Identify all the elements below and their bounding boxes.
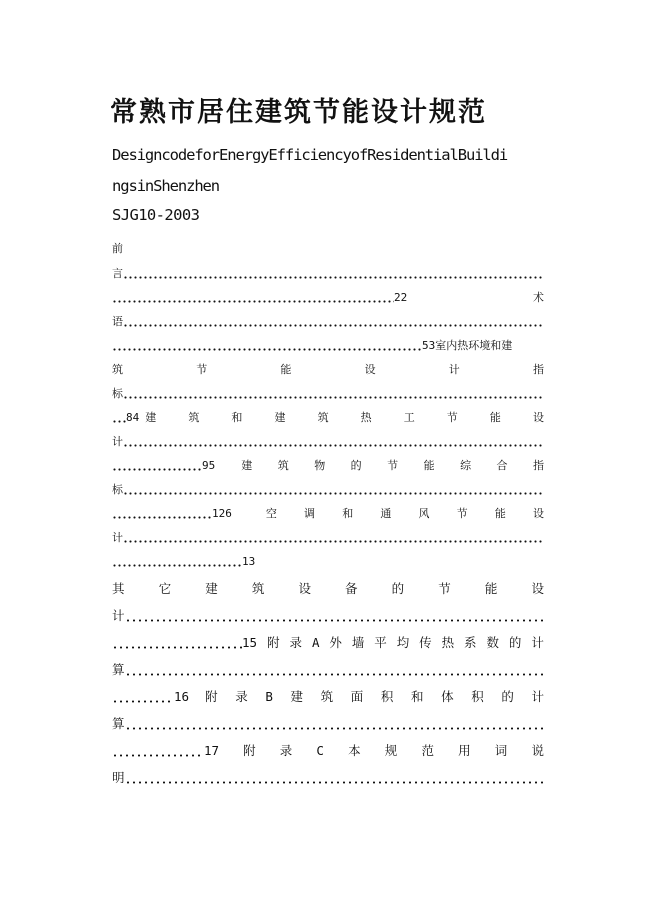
toc-char: 体 — [441, 689, 454, 704]
toc-char: B — [265, 689, 273, 704]
toc-line — [112, 687, 544, 707]
toc-char: 范 — [421, 743, 434, 758]
toc-char: 设 — [364, 363, 376, 376]
toc-spread-text — [205, 687, 544, 707]
toc-line — [112, 240, 544, 258]
toc-char: 系 — [464, 635, 477, 650]
leader-dots — [112, 420, 126, 423]
toc-page-number: 53 — [422, 339, 436, 352]
leader-dots — [112, 348, 422, 351]
leader-dots — [125, 673, 544, 676]
leader-dots — [125, 619, 544, 622]
toc-char: 能 — [280, 363, 292, 376]
toc-char: 设 — [532, 411, 544, 424]
toc-char: 和 — [231, 411, 243, 424]
toc-char: 设 — [532, 507, 544, 520]
toc-char: 词 — [494, 743, 508, 758]
toc-page-number: 15 — [242, 635, 258, 650]
toc-char: 设 — [531, 581, 544, 596]
toc-char: 外 — [329, 635, 342, 650]
toc-char: 设 — [298, 581, 311, 596]
toc-text: 标 — [112, 483, 123, 496]
toc-char: 合 — [496, 459, 508, 472]
toc-char: 的 — [501, 689, 514, 704]
toc-char: 和 — [410, 689, 424, 704]
toc-char: 通 — [380, 507, 392, 520]
toc-char: 传 — [419, 635, 432, 650]
toc-spread-text — [112, 579, 544, 599]
toc-char: 建 — [145, 411, 157, 424]
leader-dots — [123, 492, 544, 495]
toc-char: 录 — [289, 635, 303, 650]
toc-page-number: 126 — [212, 507, 232, 520]
toc-char: 的 — [508, 635, 522, 650]
leader-dots — [125, 781, 544, 784]
toc-char: 的 — [391, 581, 405, 596]
toc-char: 调 — [304, 507, 316, 520]
toc-char: C — [316, 743, 324, 758]
toc-char: 指 — [532, 363, 544, 376]
toc-char: 能 — [484, 581, 498, 596]
toc-text: 标 — [112, 387, 123, 400]
toc-line — [112, 553, 544, 571]
toc-spread-text — [266, 505, 544, 523]
toc-char: 物 — [314, 459, 326, 472]
toc-line — [112, 579, 544, 599]
toc-char: 它 — [158, 581, 172, 596]
toc-char: 均 — [396, 635, 410, 650]
toc-text: 计 — [112, 531, 123, 544]
toc-line — [112, 660, 544, 680]
toc-char: 录 — [279, 743, 293, 758]
toc-line — [112, 633, 544, 653]
toc-char: 用 — [458, 743, 471, 758]
toc-char: 指 — [533, 459, 544, 472]
standard-code: SJG10-2003 — [112, 206, 200, 224]
leader-dots — [112, 700, 174, 703]
toc-page-number: 84 — [126, 411, 140, 424]
toc-line — [112, 433, 544, 451]
leader-dots — [123, 540, 544, 543]
leader-dots — [123, 276, 544, 279]
toc-text: 前 — [112, 242, 123, 255]
leader-dots — [123, 444, 544, 447]
toc-line — [112, 361, 544, 379]
toc-text: 语 — [112, 315, 123, 328]
toc-text: 计 — [112, 608, 125, 623]
toc-char: 建 — [274, 411, 286, 424]
toc-char: 附 — [205, 689, 218, 704]
toc-char: 计 — [531, 689, 544, 704]
toc-spread-text — [241, 457, 544, 475]
toc-char: 建 — [205, 581, 218, 596]
toc-char: 计 — [448, 363, 460, 376]
toc-line — [112, 409, 544, 427]
toc-char: 热 — [360, 411, 372, 424]
toc-char: 空 — [265, 507, 277, 520]
leader-dots — [112, 516, 212, 519]
toc-char: 的 — [350, 459, 362, 472]
toc-line — [112, 457, 544, 475]
toc-char: 节 — [446, 411, 458, 424]
leader-dots — [112, 754, 204, 757]
toc-char: 能 — [423, 459, 435, 472]
toc-char: 建 — [290, 689, 303, 704]
toc-char: 积 — [471, 689, 484, 704]
toc-line — [112, 385, 544, 403]
toc-line — [112, 529, 544, 547]
document-title: 常熟市居住建筑节能设计规范 — [110, 97, 487, 128]
toc-page-number: 16 — [174, 689, 190, 704]
toc-line — [112, 606, 544, 626]
toc-char: 节 — [196, 363, 208, 376]
toc-line — [112, 313, 544, 331]
english-title-line-2: ngsinShenzhen — [112, 177, 220, 195]
toc-line — [112, 505, 544, 523]
toc-char: 风 — [418, 507, 430, 520]
english-title-line-1: DesigncodeforEnergyEfficiencyofResidentialBuildi — [112, 146, 508, 164]
toc-spread-text — [267, 633, 544, 653]
toc-line — [112, 741, 544, 761]
toc-char: 面 — [350, 689, 364, 704]
toc-char: 计 — [531, 635, 544, 650]
toc-spread-text — [243, 741, 544, 761]
toc-char: 筑 — [188, 411, 200, 424]
toc-spread-text — [112, 361, 544, 379]
leader-dots — [112, 468, 202, 471]
leader-dots — [112, 646, 242, 649]
toc-char: 筑 — [317, 411, 329, 424]
toc-line — [112, 714, 544, 734]
leader-dots — [123, 324, 544, 327]
toc-char: 规 — [384, 743, 398, 758]
toc-char: 附 — [267, 635, 280, 650]
toc-char: 工 — [403, 411, 415, 424]
toc-char: 录 — [235, 689, 248, 704]
toc-line — [112, 768, 544, 788]
toc-char: 本 — [348, 743, 361, 758]
toc-text: 明 — [112, 770, 125, 785]
toc-spread-text — [145, 409, 544, 427]
toc-line — [112, 481, 544, 499]
toc-char: 筑 — [277, 459, 289, 472]
toc-text: 算 — [112, 716, 125, 731]
toc-text: 室内热环境和建 — [435, 339, 513, 352]
toc-page-number: 13 — [242, 555, 256, 568]
toc-char: 筑 — [251, 581, 265, 596]
toc-char: 建 — [241, 459, 253, 472]
toc-char: 积 — [380, 689, 394, 704]
toc-char: 墙 — [351, 635, 365, 650]
leader-dots — [125, 727, 544, 730]
toc-page-number: 17 — [204, 743, 220, 758]
toc-char: 筑 — [320, 689, 334, 704]
toc-char: 说 — [531, 743, 544, 758]
toc-page-number: 95 — [202, 459, 216, 472]
toc-char: 节 — [438, 581, 451, 596]
toc-char: 综 — [460, 459, 472, 472]
toc-text: 言 — [112, 267, 123, 280]
toc-char: 其 — [112, 581, 125, 596]
toc-char: 能 — [494, 507, 506, 520]
toc-char: 热 — [441, 635, 455, 650]
toc-char: A — [311, 635, 320, 650]
toc-line — [112, 265, 544, 283]
toc-char: 节 — [387, 459, 399, 472]
toc-char: 能 — [489, 411, 501, 424]
toc-char: 节 — [456, 507, 468, 520]
toc-text: 算 — [112, 662, 125, 677]
toc-page-number: 22 — [394, 291, 408, 304]
toc-char: 备 — [345, 581, 358, 596]
leader-dots — [123, 396, 544, 399]
leader-dots — [112, 564, 242, 567]
leader-dots — [112, 300, 394, 303]
toc-text: 术 — [533, 291, 544, 304]
toc-char: 附 — [243, 743, 256, 758]
toc-char: 筑 — [112, 363, 123, 376]
toc-char: 平 — [374, 635, 387, 650]
toc-text: 计 — [112, 435, 123, 448]
toc-char: 和 — [342, 507, 354, 520]
toc-line — [112, 289, 544, 307]
toc-line — [112, 337, 544, 355]
toc-char: 数 — [486, 635, 499, 650]
